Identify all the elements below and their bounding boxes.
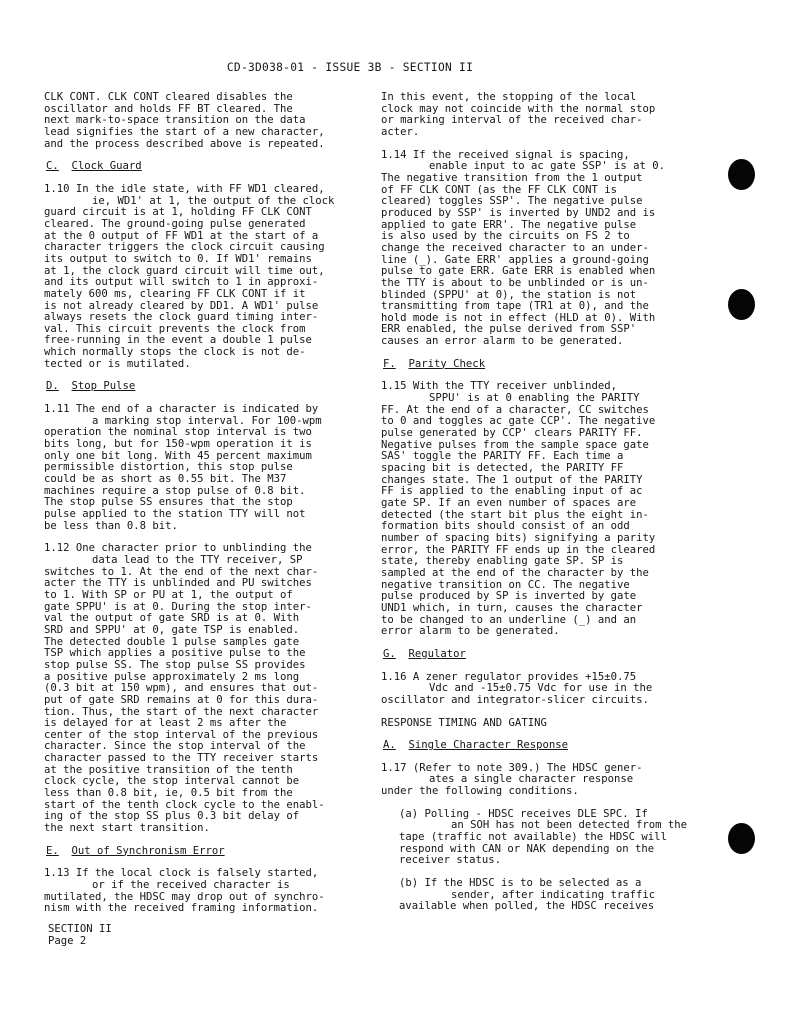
heading-title: Regulator xyxy=(408,647,466,660)
text-line: 1.11 The end of a character is indicated by xyxy=(44,403,319,416)
text-line: character passed to the TTY receiver starts xyxy=(44,752,319,765)
text-line: always resets the clock guard timing inter- xyxy=(44,311,319,324)
text-line: cleared) toggles SSP'. The negative pulse xyxy=(381,195,643,208)
heading-parity-check xyxy=(381,359,697,371)
text-line: val. This circuit prevents the clock from xyxy=(44,322,306,335)
text-line: change the received character to an under- xyxy=(381,241,649,254)
text-line: The detected double 1 pulse samples gate xyxy=(44,635,300,648)
heading-title: Parity Check xyxy=(408,357,486,370)
text-line: guard circuit is at 1, holding FF CLK CONT xyxy=(44,206,312,219)
text-line: acter the TTY is unblinded and PU switches xyxy=(44,577,312,590)
text-line: of FF CLK CONT (as the FF CLK CONT is xyxy=(381,183,617,196)
text-line: at the 0 output of FF WD1 at the start of a xyxy=(44,229,319,242)
text-line: 1.16 A zener regulator provides +15±0.75 xyxy=(381,670,637,683)
page-header: CD-3D038-01 - ISSUE 3B - SECTION II xyxy=(226,61,474,74)
text-line: TSP which applies a positive pulse to the xyxy=(44,647,306,660)
text-line: cleared. The ground-going pulse generated xyxy=(44,217,306,230)
text-line: pulse generated by CCP' clears PARITY FF. xyxy=(381,427,643,440)
text-line: is not already cleared by DD1. A WD1' pulse xyxy=(44,299,319,312)
text-line: The negative transition from the 1 output xyxy=(381,171,643,184)
text-line: permissible distortion, this stop pulse xyxy=(44,461,293,474)
text-line: its output to switch to 0. If WD1' remains xyxy=(44,252,312,265)
text-line: line (_). Gate ERR' applies a ground-going xyxy=(381,253,649,266)
text-line: could be as short as 0.55 bit. The M37 xyxy=(44,473,287,486)
text-line: which normally stops the clock is not de- xyxy=(44,346,306,359)
page-footer xyxy=(48,924,112,947)
text-line: detected (the start bit plus the eight in- xyxy=(381,508,649,521)
heading-stop-pulse xyxy=(44,381,360,393)
text-line: bits long, but for 150-wpm operation it is xyxy=(44,438,312,451)
text-line: SRD and SPPU' at 0, gate TSP is enabled. xyxy=(44,623,300,636)
text-line: 1.14 If the received signal is spacing, xyxy=(381,148,630,161)
heading-letter: G. xyxy=(383,647,396,660)
text-line: data lead to the TTY receiver, SP xyxy=(92,553,303,566)
text-line: gate SPPU' is at 0. During the stop inter- xyxy=(44,600,312,613)
text-line: produced by SSP' is inverted by UND2 and is xyxy=(381,206,656,219)
heading-letter: D. xyxy=(46,380,59,393)
heading-letter: C. xyxy=(46,160,59,173)
right-column xyxy=(381,92,697,913)
text-line: 1.13 If the local clock is falsely started, xyxy=(44,867,319,880)
heading-title: Single Character Response xyxy=(408,739,568,752)
list-item-a xyxy=(381,809,697,867)
text-line: the next start transition. xyxy=(44,822,210,835)
text-line: changes state. The 1 output of the PARITY xyxy=(381,473,643,486)
text-line: UND1 which, in turn, causes the character xyxy=(381,601,643,614)
text-line: pulse applied to the station TTY will not xyxy=(44,508,306,520)
text-line: (0.3 bit at 150 wpm), and ensures that out- xyxy=(44,682,319,695)
paragraph-1-13 xyxy=(44,868,360,915)
text-line: less than 0.8 bit, ie, 0.5 bit from the xyxy=(44,787,293,800)
text-line: error, the PARITY FF ends up in the cleared xyxy=(381,543,656,556)
text-line: ates a single character response xyxy=(429,773,634,786)
text-line: a positive pulse approximately 2 ms long xyxy=(44,670,300,683)
text-line: at 1, the clock guard circuit will time out, xyxy=(44,264,325,277)
text-line: pulse to gate ERR. Gate ERR is enabled when xyxy=(381,265,656,278)
text-line: 1.15 With the TTY receiver unblinded, xyxy=(381,380,617,393)
text-line: error alarm to be generated. xyxy=(381,625,560,638)
text-line: or if the received character is xyxy=(92,879,290,892)
text-line: to 0 and toggles ac gate CCP'. The negative xyxy=(381,415,656,428)
text-line: clock cycle, the stop interval cannot be xyxy=(44,775,300,788)
text-line: sender, after indicating traffic xyxy=(451,888,656,901)
text-line: FF is applied to the enabling input of ac xyxy=(381,485,643,498)
text-line: tape (traffic not available) the HDSC will xyxy=(399,831,667,844)
text-line: acter. xyxy=(381,125,420,138)
text-line: The stop pulse SS ensures that the stop xyxy=(44,496,293,509)
text-line: character. Since the stop interval of the xyxy=(44,740,306,753)
text-line: number of spacing bits) signifying a parity xyxy=(381,531,656,544)
text-line: FF. At the end of a character, CC switches xyxy=(381,403,649,416)
text-line: to be changed to an underline (_) and an xyxy=(381,613,637,626)
text-line: a marking stop interval. For 100-wpm xyxy=(92,414,322,427)
text-line: formation bits should consist of an odd xyxy=(381,520,630,533)
text-line: Negative pulses from the sample space gate xyxy=(381,438,649,451)
text-line: respond with CAN or NAK depending on the xyxy=(399,842,655,855)
text-line: In this event, the stopping of the local xyxy=(381,91,637,103)
heading-letter: F. xyxy=(383,357,396,370)
footer-page-number: Page 2 xyxy=(48,934,87,947)
text-line: sampled at the end of the character by the xyxy=(381,566,649,579)
heading-title: Out of Synchronism Error xyxy=(71,844,225,857)
text-line: nism with the received framing information. xyxy=(44,902,319,915)
text-line: SAS' toggle the PARITY FF. Each time a xyxy=(381,450,624,463)
text-line: val the output of gate SRD is at 0. With xyxy=(44,612,300,625)
footer-section: SECTION II xyxy=(48,923,112,935)
text-line: at the positive transition of the tenth xyxy=(44,763,293,776)
punch-hole-bottom xyxy=(728,823,755,854)
paragraph-1-12 xyxy=(44,543,360,834)
text-line: oscillator and integrator-slicer circuits. xyxy=(381,693,649,706)
paragraph-1-14 xyxy=(381,150,697,348)
text-line: CLK CONT. CLK CONT cleared disables the xyxy=(44,91,293,103)
text-line: stop pulse SS. The stop pulse SS provides xyxy=(44,658,306,671)
text-line: mately 600 ms, clearing FF CLK CONT if it xyxy=(44,287,306,300)
text-line: is also used by the circuits on FS 2 to xyxy=(381,230,630,243)
text-line: oscillator and holds FF BT cleared. The xyxy=(44,102,293,115)
text-line: negative transition on CC. The negative xyxy=(381,578,630,591)
text-line: start of the tenth clock cycle to the enabl- xyxy=(44,798,325,811)
text-line: put of gate SRD remains at 0 for this dura- xyxy=(44,693,319,706)
section-heading: RESPONSE TIMING AND GATING xyxy=(381,716,547,729)
left-column xyxy=(44,92,360,915)
text-line: ie, WD1' at 1, the output of the clock xyxy=(92,194,335,207)
text-line: tected or is mutilated. xyxy=(44,357,191,370)
text-line: clock may not coincide with the normal stop xyxy=(381,102,656,115)
heading-regulator xyxy=(381,649,697,661)
text-line: gate SP. If an even number of spaces are xyxy=(381,497,637,509)
text-line: be less than 0.8 bit. xyxy=(44,519,178,532)
heading-single-character-response xyxy=(381,740,697,752)
punch-hole-middle xyxy=(728,289,755,320)
heading-letter: E. xyxy=(46,844,59,857)
text-line: 1.17 (Refer to note 309.) The HDSC gener- xyxy=(381,761,643,774)
text-line: machines require a stop pulse of 0.8 bit. xyxy=(44,484,306,497)
text-line: (a) Polling - HDSC receives DLE SPC. If xyxy=(399,807,648,820)
text-line: lead signifies the start of a new character, xyxy=(44,125,325,138)
text-line: switches to 1. At the end of the next char- xyxy=(44,565,319,578)
paragraph-1-11 xyxy=(44,404,360,532)
text-line: pulse produced by SP is inverted by gate xyxy=(381,590,637,603)
text-line: state, thereby enabling gate SP. SP is xyxy=(381,555,624,568)
text-line: mutilated, the HDSC may drop out of synchro- xyxy=(44,890,325,903)
text-line: or marking interval of the received char- xyxy=(381,114,643,127)
text-line: the TTY is about to be unblinded or is un- xyxy=(381,276,649,289)
text-line: spacing bit is detected, the PARITY FF xyxy=(381,462,624,475)
text-line: hold mode is not in effect (HLD at 0). With xyxy=(381,311,656,324)
text-line: causes an error alarm to be generated. xyxy=(381,335,624,348)
heading-out-of-sync xyxy=(44,846,360,858)
text-line: next mark-to-space transition on the data xyxy=(44,114,306,127)
text-line: and the process described above is repeated. xyxy=(44,137,325,150)
heading-title: Stop Pulse xyxy=(71,380,136,393)
text-line: an SOH has not been detected from the xyxy=(451,819,687,832)
text-line: transmitting from tape (TR1 at 0), and the xyxy=(381,300,649,313)
text-line: and its output will switch to 1 in approxi- xyxy=(44,276,319,289)
text-line: free-running in the event a double 1 pulse xyxy=(44,334,312,347)
paragraph-1-17 xyxy=(381,763,697,798)
heading-clock-guard xyxy=(44,161,360,173)
text-line: character triggers the clock circuit causing xyxy=(44,241,325,254)
intro-paragraph xyxy=(381,92,697,139)
paragraph-1-16 xyxy=(381,672,697,707)
text-line: 1.12 One character prior to unblinding the xyxy=(44,542,312,555)
text-line: enable input to ac gate SSP' is at 0. xyxy=(429,160,665,173)
text-line: SPPU' is at 0 enabling the PARITY xyxy=(429,392,640,405)
text-line: to 1. With SP or PU at 1, the output of xyxy=(44,588,293,601)
heading-letter: A. xyxy=(383,739,396,752)
paragraph-1-15 xyxy=(381,381,697,637)
intro-paragraph xyxy=(44,92,360,150)
text-line: ing of the stop SS plus 0.3 bit delay of xyxy=(44,810,300,823)
text-line: applied to gate ERR'. The negative pulse xyxy=(381,218,637,231)
text-line: operation the nominal stop interval is two xyxy=(44,426,312,439)
text-line: center of the stop interval of the previous xyxy=(44,728,319,741)
text-line: receiver status. xyxy=(399,854,502,867)
text-line: only one bit long. With 45 percent maximum xyxy=(44,449,312,462)
text-line: 1.10 In the idle state, with FF WD1 cleared, xyxy=(44,182,325,195)
punch-hole-top xyxy=(728,159,755,190)
heading-title: Clock Guard xyxy=(71,160,142,173)
text-line: Vdc and -15±0.75 Vdc for use in the xyxy=(429,682,653,695)
text-line: tion. Thus, the start of the next character xyxy=(44,705,319,718)
list-item-b xyxy=(381,878,697,913)
text-line: blinded (SPPU' at 0), the station is not xyxy=(381,288,637,301)
text-line: under the following conditions. xyxy=(381,785,579,798)
text-line: ERR enabled, the pulse derived from SSP' xyxy=(381,323,637,336)
paragraph-1-10 xyxy=(44,184,360,371)
text-line: available when polled, the HDSC receives xyxy=(399,900,655,913)
text-line: is delayed for at least 2 ms after the xyxy=(44,717,287,730)
text-line: (b) If the HDSC is to be selected as a xyxy=(399,877,642,890)
